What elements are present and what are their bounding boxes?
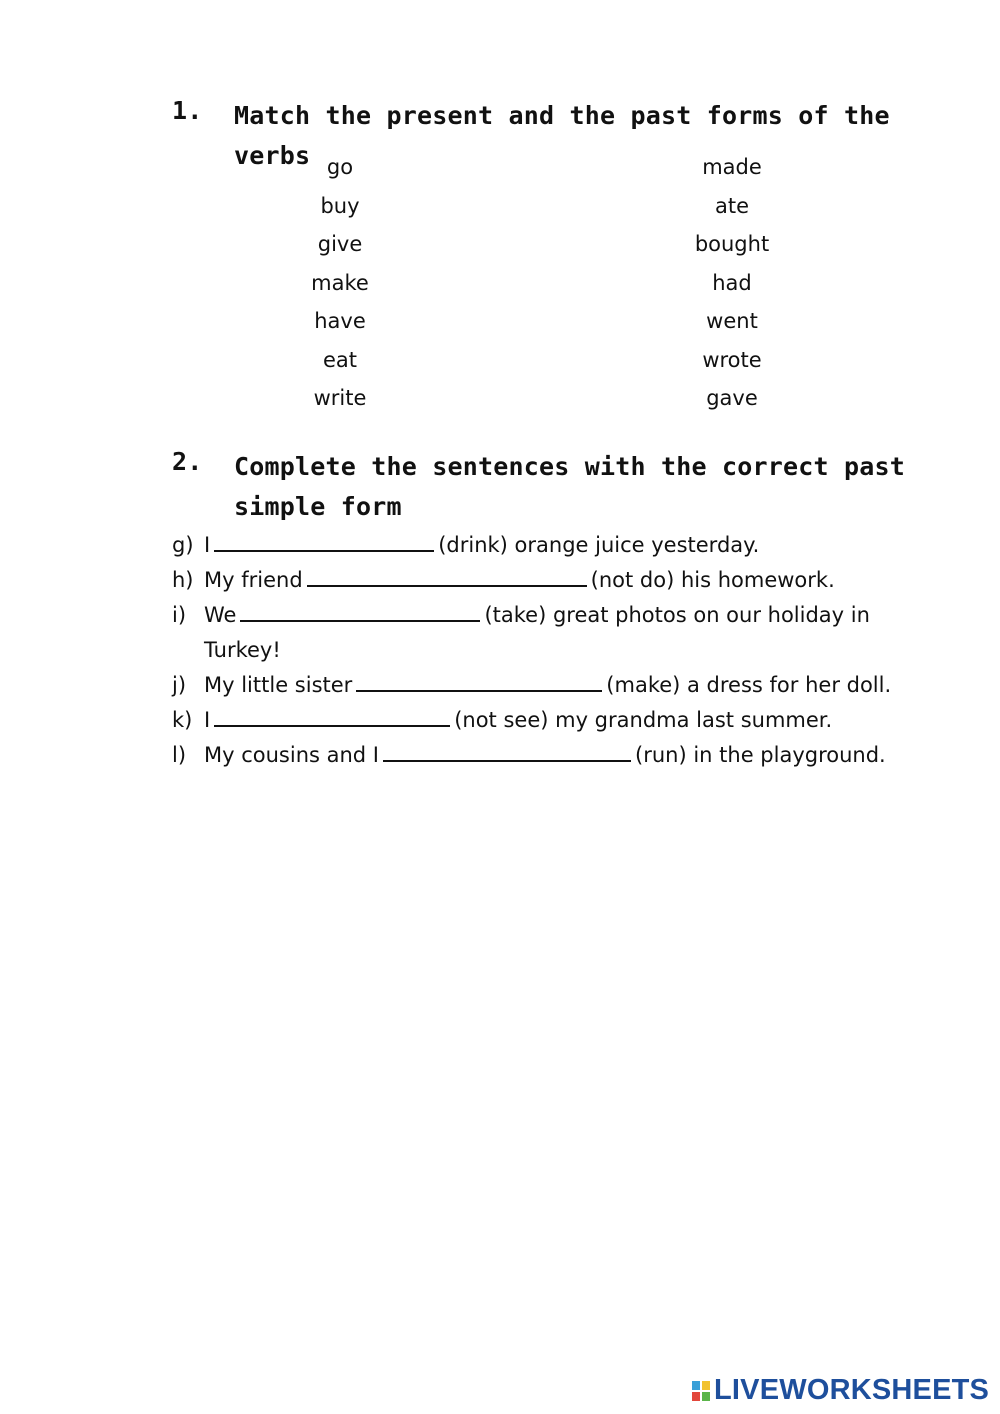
sentence-end: (not do) his homework. xyxy=(590,568,835,592)
sentence-end: (take) great photos on our holiday in Turkey! xyxy=(204,603,870,662)
sentence-letter: k) xyxy=(172,708,193,732)
past-verb[interactable]: ate xyxy=(714,193,750,218)
sentence-start: My little sister xyxy=(204,673,353,697)
sentence-text xyxy=(204,598,932,668)
present-verb[interactable]: buy xyxy=(320,193,360,218)
present-verb[interactable]: give xyxy=(317,232,363,257)
past-verb[interactable]: bought xyxy=(694,232,770,257)
verb-match-table xyxy=(250,148,830,418)
question-2-number: 2. xyxy=(172,447,203,476)
answer-blank[interactable] xyxy=(356,672,602,692)
sentence-start: I xyxy=(204,533,211,557)
question-2-heading xyxy=(172,447,934,527)
sentence-end: (make) a dress for her doll. xyxy=(606,673,892,697)
sentence-h xyxy=(172,563,932,598)
match-row xyxy=(250,225,830,264)
past-verb[interactable]: had xyxy=(712,270,752,295)
match-row xyxy=(250,379,830,418)
sentence-end: (run) in the playground. xyxy=(635,743,886,767)
logo-square xyxy=(692,1381,700,1390)
past-verb[interactable]: went xyxy=(706,309,758,334)
logo-mark-icon xyxy=(692,1381,710,1401)
sentence-i xyxy=(172,598,932,668)
past-verb[interactable]: made xyxy=(702,155,762,180)
sentence-end: (drink) orange juice yesterday. xyxy=(438,533,760,557)
present-verb[interactable]: make xyxy=(311,270,369,295)
match-row xyxy=(250,187,830,226)
sentence-l xyxy=(172,738,932,773)
sentence-text xyxy=(204,563,932,598)
present-verb[interactable]: write xyxy=(313,386,367,411)
sentence-text xyxy=(204,738,932,773)
sentence-start: We xyxy=(204,603,237,627)
sentence-k xyxy=(172,703,932,738)
sentence-end: (not see) my grandma last summer. xyxy=(454,708,833,732)
match-row xyxy=(250,341,830,380)
past-verb[interactable]: wrote xyxy=(702,347,762,372)
present-verb[interactable]: have xyxy=(314,309,366,334)
match-row xyxy=(250,302,830,341)
answer-blank[interactable] xyxy=(214,532,434,552)
answer-blank[interactable] xyxy=(383,742,631,762)
sentence-start: My friend xyxy=(204,568,303,592)
sentence-letter: h) xyxy=(172,568,194,592)
match-row xyxy=(250,264,830,303)
answer-blank[interactable] xyxy=(307,567,587,587)
answer-blank[interactable] xyxy=(240,602,480,622)
answer-blank[interactable] xyxy=(214,707,450,727)
past-verb[interactable]: gave xyxy=(706,386,758,411)
logo-square xyxy=(702,1392,710,1401)
present-verb[interactable]: go xyxy=(326,155,354,180)
question-1-title: Match the present and the past forms of the verbs xyxy=(234,101,890,170)
sentence-letter: i) xyxy=(172,603,187,627)
sentence-text xyxy=(204,528,932,563)
present-verb[interactable]: eat xyxy=(322,347,358,372)
logo-square xyxy=(692,1392,700,1401)
sentence-start: My cousins and I xyxy=(204,743,380,767)
sentence-start: I xyxy=(204,708,211,732)
liveworksheets-logo xyxy=(692,1374,989,1407)
sentence-letter: l) xyxy=(172,743,187,767)
sentence-text xyxy=(204,703,932,738)
match-row xyxy=(250,148,830,187)
sentence-list xyxy=(172,528,932,773)
question-2-title: Complete the sentences with the correct past simple form xyxy=(234,452,906,521)
logo-text: LIVEWORKSHEETS xyxy=(714,1374,990,1406)
sentence-letter: g) xyxy=(172,533,194,557)
sentence-text xyxy=(204,668,932,703)
sentence-letter: j) xyxy=(172,673,187,697)
sentence-j xyxy=(172,668,932,703)
sentence-g xyxy=(172,528,932,563)
logo-square xyxy=(702,1381,710,1390)
question-1-number: 1. xyxy=(172,96,203,125)
